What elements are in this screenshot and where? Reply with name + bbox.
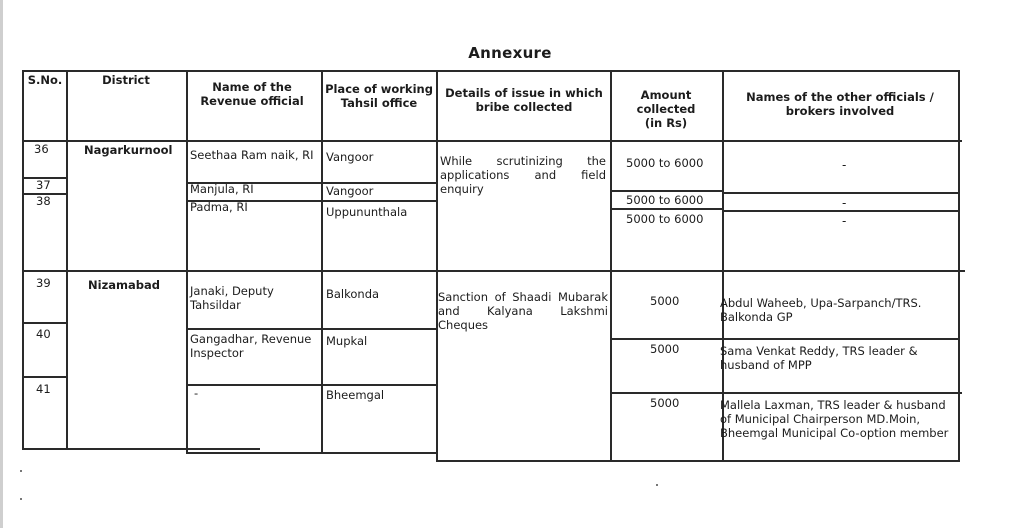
cell-place: Vangoor xyxy=(326,150,374,164)
header-sno: S.No. xyxy=(27,73,63,87)
cell-official: Gangadhar, Revenue Inspector xyxy=(190,332,312,360)
cell-amount: 5000 to 6000 xyxy=(626,212,704,226)
cell-place: Bheemgal xyxy=(326,388,385,402)
header-others: Names of the other officials / brokers involved xyxy=(746,90,934,118)
row-line-amount-37 xyxy=(610,190,722,192)
cell-official: Manjula, RI xyxy=(190,182,254,196)
col-line-2 xyxy=(186,70,188,452)
cell-district: Nizamabad xyxy=(88,278,160,292)
cell-amount: 5000 to 6000 xyxy=(626,193,704,207)
row-line-others-38 xyxy=(722,210,960,212)
cell-others: Sama Venkat Reddy, TRS leader & husband of MPP xyxy=(720,344,918,372)
col-line-7 xyxy=(958,72,960,462)
col-line-5 xyxy=(610,70,612,462)
cell-official: - xyxy=(194,386,199,400)
cell-amount: 5000 to 6000 xyxy=(626,156,704,170)
cell-sno: 39 xyxy=(36,276,51,290)
header-official: Name of the Revenue official xyxy=(200,80,304,108)
cell-others: - xyxy=(842,214,847,228)
cell-others: Mallela Laxman, TRS leader & husband of Municipal Chairperson MD.Moin, Bheemgal Municipal Co-option member xyxy=(720,398,949,440)
cell-sno: 41 xyxy=(36,382,51,396)
row-line-amount-38 xyxy=(610,208,722,210)
table-bottom-border-mid xyxy=(186,452,436,454)
cell-official: Seethaa Ram naik, RI xyxy=(190,148,314,162)
header-details: Details of issue in which bribe collected xyxy=(445,86,603,114)
col-line-1 xyxy=(66,70,68,450)
scan-speck xyxy=(20,498,22,500)
cell-others: Abdul Waheeb, Upa-Sarpanch/TRS. Balkonda GP xyxy=(720,296,922,324)
col-line-0 xyxy=(22,70,24,450)
cell-details: Sanction of Shaadi Mubarak and Kalyana Lakshmi Cheques xyxy=(438,290,608,332)
table-bottom-border-right xyxy=(436,460,958,462)
row-line-right-41 xyxy=(610,392,962,394)
scan-speck xyxy=(656,484,658,486)
cell-official: Janaki, Deputy Tahsildar xyxy=(190,284,274,312)
cell-amount: 5000 xyxy=(650,396,680,410)
cell-others: - xyxy=(842,158,847,172)
group-divider xyxy=(22,270,965,272)
cell-sno: 36 xyxy=(34,142,49,156)
table-bottom-border-left xyxy=(22,448,260,450)
cell-sno: 37 xyxy=(36,178,51,192)
cell-amount: 5000 xyxy=(650,342,680,356)
row-line-sno-41 xyxy=(22,376,66,378)
cell-amount: 5000 xyxy=(650,294,680,308)
cell-place: Uppununthala xyxy=(326,205,408,219)
cell-place: Balkonda xyxy=(326,287,380,301)
cell-sno: 38 xyxy=(36,194,51,208)
header-place: Place of working Tahsil office xyxy=(325,82,433,110)
row-line-others-37 xyxy=(722,192,960,194)
cell-official: Padma, RI xyxy=(190,200,248,214)
cell-place: Mupkal xyxy=(326,334,368,348)
row-line-41 xyxy=(186,384,436,386)
cell-others: - xyxy=(842,196,847,210)
cell-details: While scrutinizing the applications and field enquiry xyxy=(440,154,606,196)
row-line-40 xyxy=(186,328,436,330)
header-amount: Amount collected (in Rs) xyxy=(636,88,696,130)
page-title: Annexure xyxy=(468,44,552,62)
col-line-4 xyxy=(436,70,438,460)
cell-district: Nagarkurnool xyxy=(84,143,173,157)
header-district: District xyxy=(102,73,150,87)
col-line-3 xyxy=(321,70,323,454)
cell-sno: 40 xyxy=(36,327,51,341)
header-bottom-border xyxy=(22,140,962,142)
cell-place: Vangoor xyxy=(326,184,374,198)
row-line-sno-40 xyxy=(22,322,66,324)
row-line-right-40 xyxy=(610,338,960,340)
scan-speck xyxy=(20,470,22,472)
table-top-border xyxy=(22,70,960,72)
